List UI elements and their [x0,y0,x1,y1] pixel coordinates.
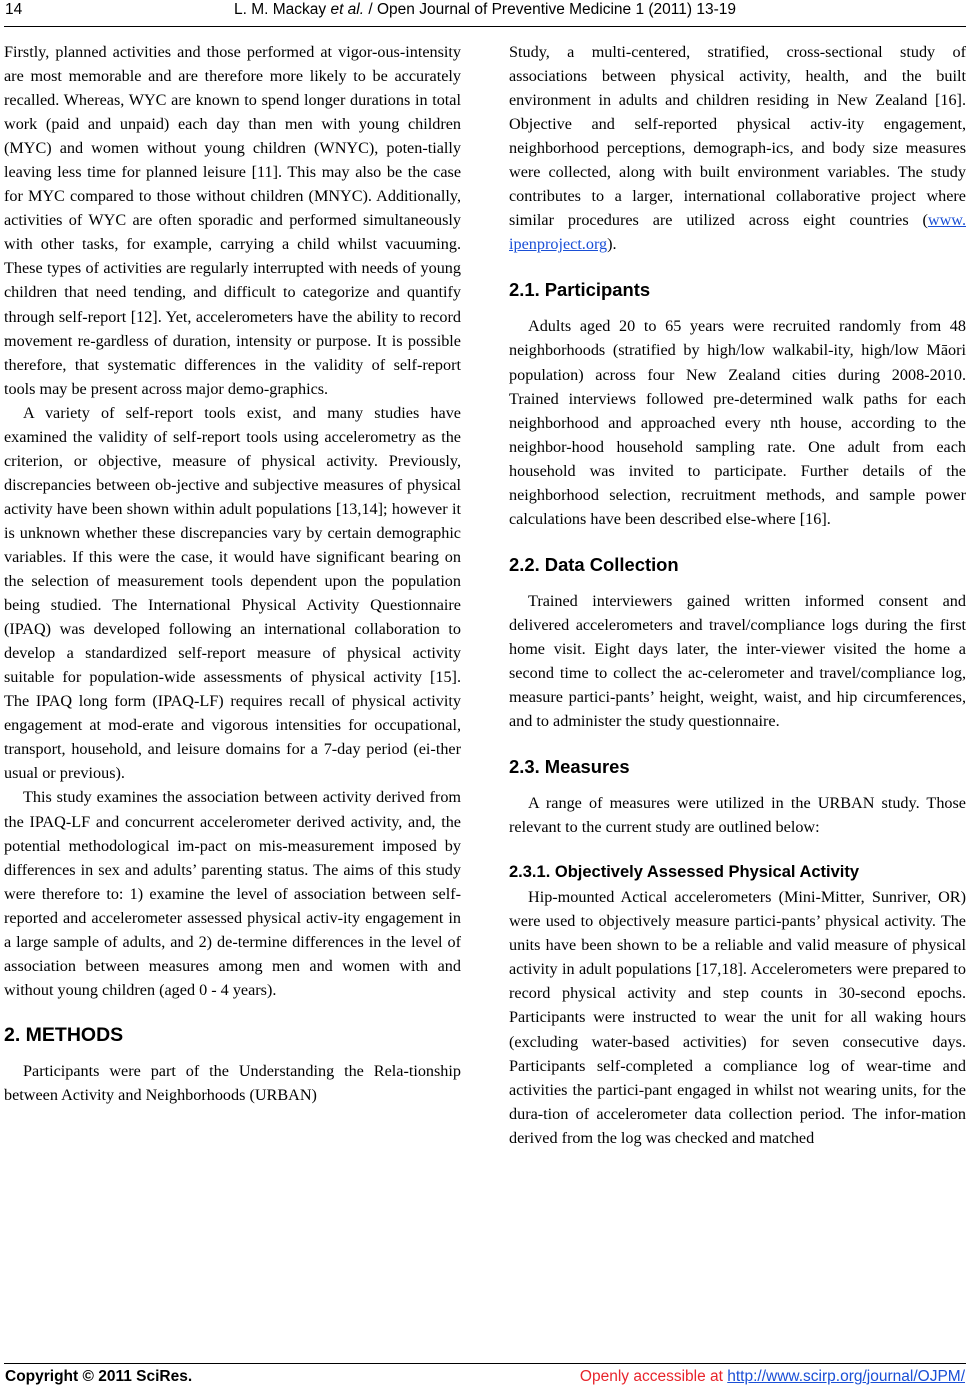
subsection-heading-data-collection: 2.2. Data Collection [509,553,679,575]
paragraph-participants: Adults aged 20 to 65 years were recruited randomly from 48 neighborhoods (stratified by high/low walkabil-ity, high/low Māori population) across four New Zealand cities during 2008-2010. Trained interviews followed pre-determined walk paths for each neighborhood and approached every nth house, according to the neighbor-hood household sampling rate. One adult from each household was invited to participate. Further details of the neighborhood selection, recruitment methods, and sample power calculations have been described else-where [16]. [509,317,966,528]
paragraph-accelerometers: Hip-mounted Actical accelerometers (Mini-Mitter, Sunriver, OR) were used to objectively measure partici-pants’ physical activity. The units have been shown to be a reliable and valid measure of physical activity in adult populations [17,18]. Accelerometers were prepared to record physical activity and step counts in 30-second epochs. Participants were instructed to wear the unit for all waking hours (excluding water-based activities) for seven consecutive days. Participants self-completed a compliance log of wear-time and activities the partici-pant engaged in whilst not wearing units, for the dura-tion of accelerometer data collection period. The infor-mation derived from the log was checked and matched [509,888,966,1147]
urban-study-end: ). [607,235,617,254]
open-access-text: Openly accessible at [579,1368,728,1385]
running-head [0,1,970,23]
copyright-notice: Copyright © 2011 SciRes. [5,1368,193,1385]
paragraph-urban-study [509,40,966,256]
subsection-heading-measures: 2.3. Measures [509,756,630,778]
right-column [509,40,966,1150]
paragraph-intro-continued: Firstly, planned activities and those performed at vigor-ous-intensity are most memorable and are therefore more likely to be accurately recalled. Whereas, WYC are known to spend longer durations in total work (paid and unpaid) each day than men with young children (MYC) and women without young children (WNYC), poten-tially leaving less time for planned leisure [11]. This may also be the case for MYC compared to those without children (MNYC). Additionally, activities of WYC are often sporadic and performed simultaneously with other tasks, for example, carrying a child whilst vacuuming. These types of activities are regularly interrupted with needs of young children that need tending, and difficult to categorize and quantify through self-report [12]. Yet, accelerometers have the ability to record movement re-gardless of duration, intensity or purpose. It is possible therefore, that systematic differences in the validity of self-report tools may be present across major demo-graphics. [4,43,461,398]
urban-study-text: Study, a multi-centered, stratified, cross-sectional study of associations between physical activity, health, and the built environment in adults and children residing in New Zealand [16]. Objective and self-reported physical activ-ity engagement, neighborhood perceptions, demograph-ics, and body size measures were collected, along with built environment variables. The study contributes to a larger, international collaborative project where similar procedures are utilized across eight countries ( [509,43,966,230]
journal-rest: / Open Journal of Preventive Medicine 1 (2011) 13-19 [364,1,736,18]
subsection-heading-participants: 2.1. Participants [509,279,651,301]
subsubsection-heading-objective-pa: 2.3.1. Objectively Assessed Physical Activity [509,863,860,882]
header-rule [4,26,966,27]
footer-rule [4,1363,966,1364]
page-footer [0,1368,970,1388]
journal-etal: et al. [330,1,365,18]
journal-authors: L. M. Mackay [233,1,331,18]
journal-citation-line [0,1,970,19]
left-column [4,40,461,1107]
journal-url-link[interactable]: http://www.scirp.org/journal/OJPM/ [727,1368,965,1385]
ipen-project-link[interactable]: www. ipenproject.org [509,211,966,254]
paragraph-study-aims: This study examines the association between activity derived from the IPAQ-LF and concurrent accelerometer derived activity, and, the potential methodological im-pact on mis-measurement imposed by differences in sex and adults’ parenting status. The aims of this study were therefore to: 1) examine the level of association between self-reported and accelerometer assessed physical activ-ity engagement in a large sample of adults, and 2) de-termine differences in the level of association between measures among men and women with and without young children (aged 0 - 4 years). [4,788,461,999]
open-access-notice [580,1368,965,1386]
paragraph-self-report-tools: A variety of self-report tools exist, and many studies have examined the validity of self-report tools using accelerometry as the criterion, or objective, measure of physical activity. Previously, discrepancies between ob-jective and subjective measures of physical activity have been shown within adult populations [13,14]; however it is unknown whether these discrepancies vary by certain demographic variables. If this were the case, it would have significant bearing on the selection of measurement tools dependent upon the population being studied. The International Physical Activity Questionnaire (IPAQ) was developed following an international collaboration to develop a standardized self-report measure of physical activity suitable for population-wide assessments of physical activity [15]. The IPAQ long form (IPAQ-LF) requires recall of physical activity engagement at mod-erate and vigorous intensities for occupational, transport, household, and leisure domains for a 7-day period (ei-ther usual or previous). [4,403,461,783]
paragraph-methods-participants: Participants were part of the Understanding the Rela-tionship between Activity and Neighborhoods (URBAN) [4,1061,461,1104]
section-heading-methods: 2. METHODS [4,1023,124,1046]
paragraph-measures: A range of measures were utilized in the URBAN study. Those relevant to the current study are outlined below: [509,794,966,837]
paragraph-data-collection: Trained interviewers gained written informed consent and delivered accelerometers and travel/compliance logs during the first home visit. Eight days later, the inter-viewer visited the home a second time to collect the ac-celerometer and travel/compliance log, measure partici-pants’ height, weight, waist, and hip circumferences, and to administer the study questionnaire. [509,591,966,731]
page-number: 14 [5,1,23,18]
